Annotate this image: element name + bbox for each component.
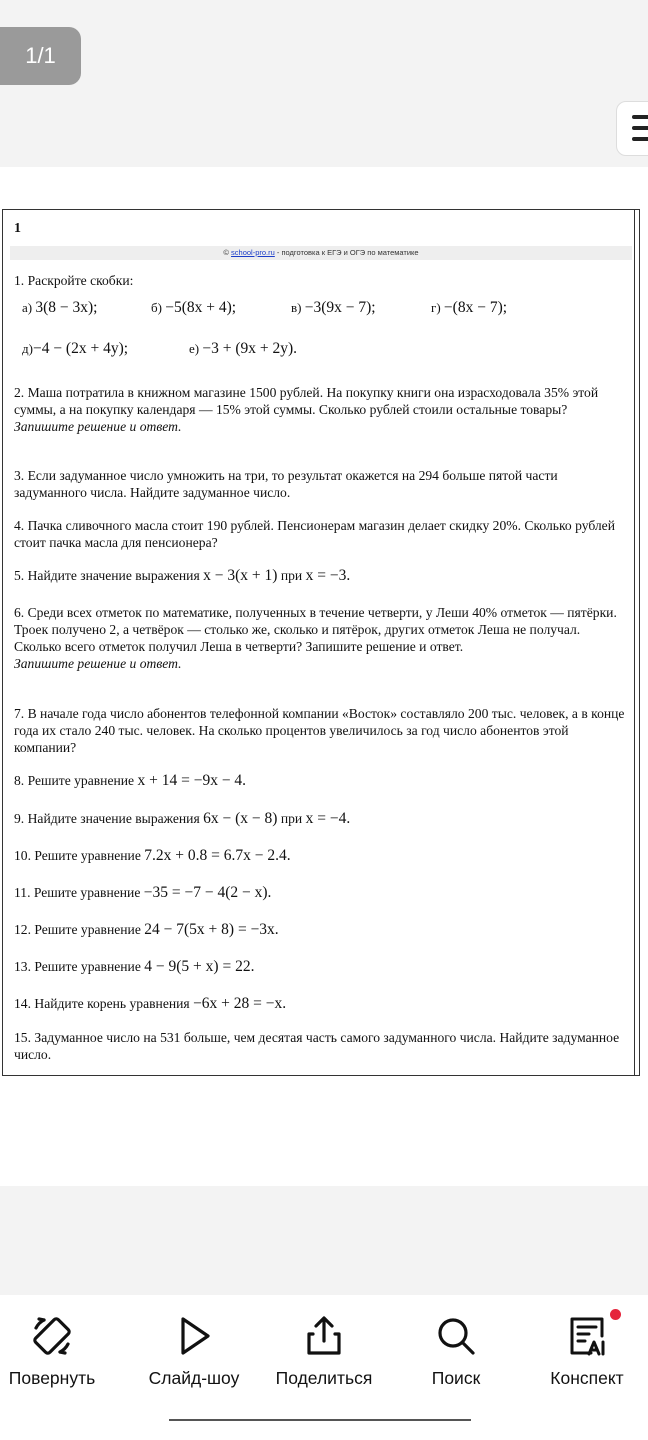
q1-item-e: д)−4 − (2x + 4y); xyxy=(22,340,129,357)
menu-button[interactable] xyxy=(616,101,648,156)
question-6: 6. Среди всех отметок по математике, полученных в течение четверти, у Леши 40% отметок — пятёрки. Троек получено 2, а четвёрок — столько же, сколько и пятёрок, других отметок Леша не получал. Сколько всего отметок получил Леша в четверти? Запишите решение и ответ. Запишите решение и ответ. xyxy=(14,605,617,671)
search-icon xyxy=(401,1310,511,1362)
document-page xyxy=(2,209,640,1076)
document-number: 1 xyxy=(14,221,21,236)
question-14: 14. Найдите корень уравнения −6x + 28 = −x. xyxy=(14,995,287,1012)
question-10: 10. Решите уравнение 7.2x + 0.8 = 6.7x − 2.4. xyxy=(14,847,291,864)
credit-link[interactable]: school-pro.ru xyxy=(231,248,275,257)
question-2: 2. Маша потратила в книжном магазине 1500 рублей. На покупку книги она израсходовала 35% этой суммы, а на покупку календаря — 15% этой суммы. Сколько рублей стоили остальные товары? Запишите решение и ответ. xyxy=(14,385,599,434)
q1-item-a: а) 3(8 − 3x); xyxy=(22,299,98,316)
q1-item-b: б) −5(8x + 4); xyxy=(151,299,237,316)
q1-item-f: е) −3 + (9x + 2y). xyxy=(189,340,298,357)
rotate-icon xyxy=(0,1310,107,1362)
share-button[interactable]: Поделиться xyxy=(269,1310,379,1389)
question-4: 4. Пачка сливочного масла стоит 190 рублей. Пенсионерам магазин делает скидку 20%. Сколько рублей стоит пачка масла для пенсионера? xyxy=(14,518,615,550)
slideshow-button[interactable]: Слайд-шоу xyxy=(139,1310,249,1389)
share-icon xyxy=(269,1310,379,1362)
question-8: 8. Решите уравнение x + 14 = −9x − 4. xyxy=(14,772,247,789)
notification-dot xyxy=(610,1309,621,1320)
home-indicator[interactable] xyxy=(169,1419,471,1421)
question-11: 11. Решите уравнение −35 = −7 − 4(2 − x). xyxy=(14,884,272,901)
ai-summary-icon xyxy=(532,1310,642,1362)
q1-item-c: в) −3(9x − 7); xyxy=(291,299,376,316)
question-3: 3. Если задуманное число умножить на три, то результат окажется на 294 больше пятой части задуманного числа. Найдите задуманное число. xyxy=(14,468,558,500)
question-15: 15. Задуманное число на 531 больше, чем десятая часть самого задуманного числа. Найдите задуманное число. xyxy=(14,1030,620,1062)
question-1-title: 1. Раскройте скобки: xyxy=(14,273,134,288)
question-5: 5. Найдите значение выражения x − 3(x + 1) при x = −3. xyxy=(14,567,351,584)
summary-button[interactable]: Конспект xyxy=(532,1310,642,1389)
question-13: 13. Решите уравнение 4 − 9(5 + x) = 22. xyxy=(14,958,255,975)
q1-item-d: г) −(8x − 7); xyxy=(431,299,508,316)
rotate-button[interactable]: Повернуть xyxy=(0,1310,107,1389)
play-icon xyxy=(139,1310,249,1362)
page-indicator: 1/1 xyxy=(0,27,81,85)
question-7: 7. В начале года число абонентов телефонной компании «Восток» составляло 200 тыс. человек, а в конце года их стало 240 тыс. человек. На сколько процентов увеличилось за год число абонентов этой компании? xyxy=(14,706,625,755)
menu-icon xyxy=(632,115,648,119)
question-6-note: Запишите решение и ответ. xyxy=(14,656,182,671)
top-bar xyxy=(0,0,648,167)
viewer-background xyxy=(0,1186,648,1295)
question-2-note: Запишите решение и ответ. xyxy=(14,419,182,434)
question-12: 12. Решите уравнение 24 − 7(5x + 8) = −3x. xyxy=(14,921,279,938)
credit-line: © school-pro.ru - подготовка к ЕГЭ и ОГЭ по математике xyxy=(10,246,632,260)
search-button[interactable]: Поиск xyxy=(401,1310,511,1389)
question-9: 9. Найдите значение выражения 6x − (x − 8) при x = −4. xyxy=(14,810,351,827)
